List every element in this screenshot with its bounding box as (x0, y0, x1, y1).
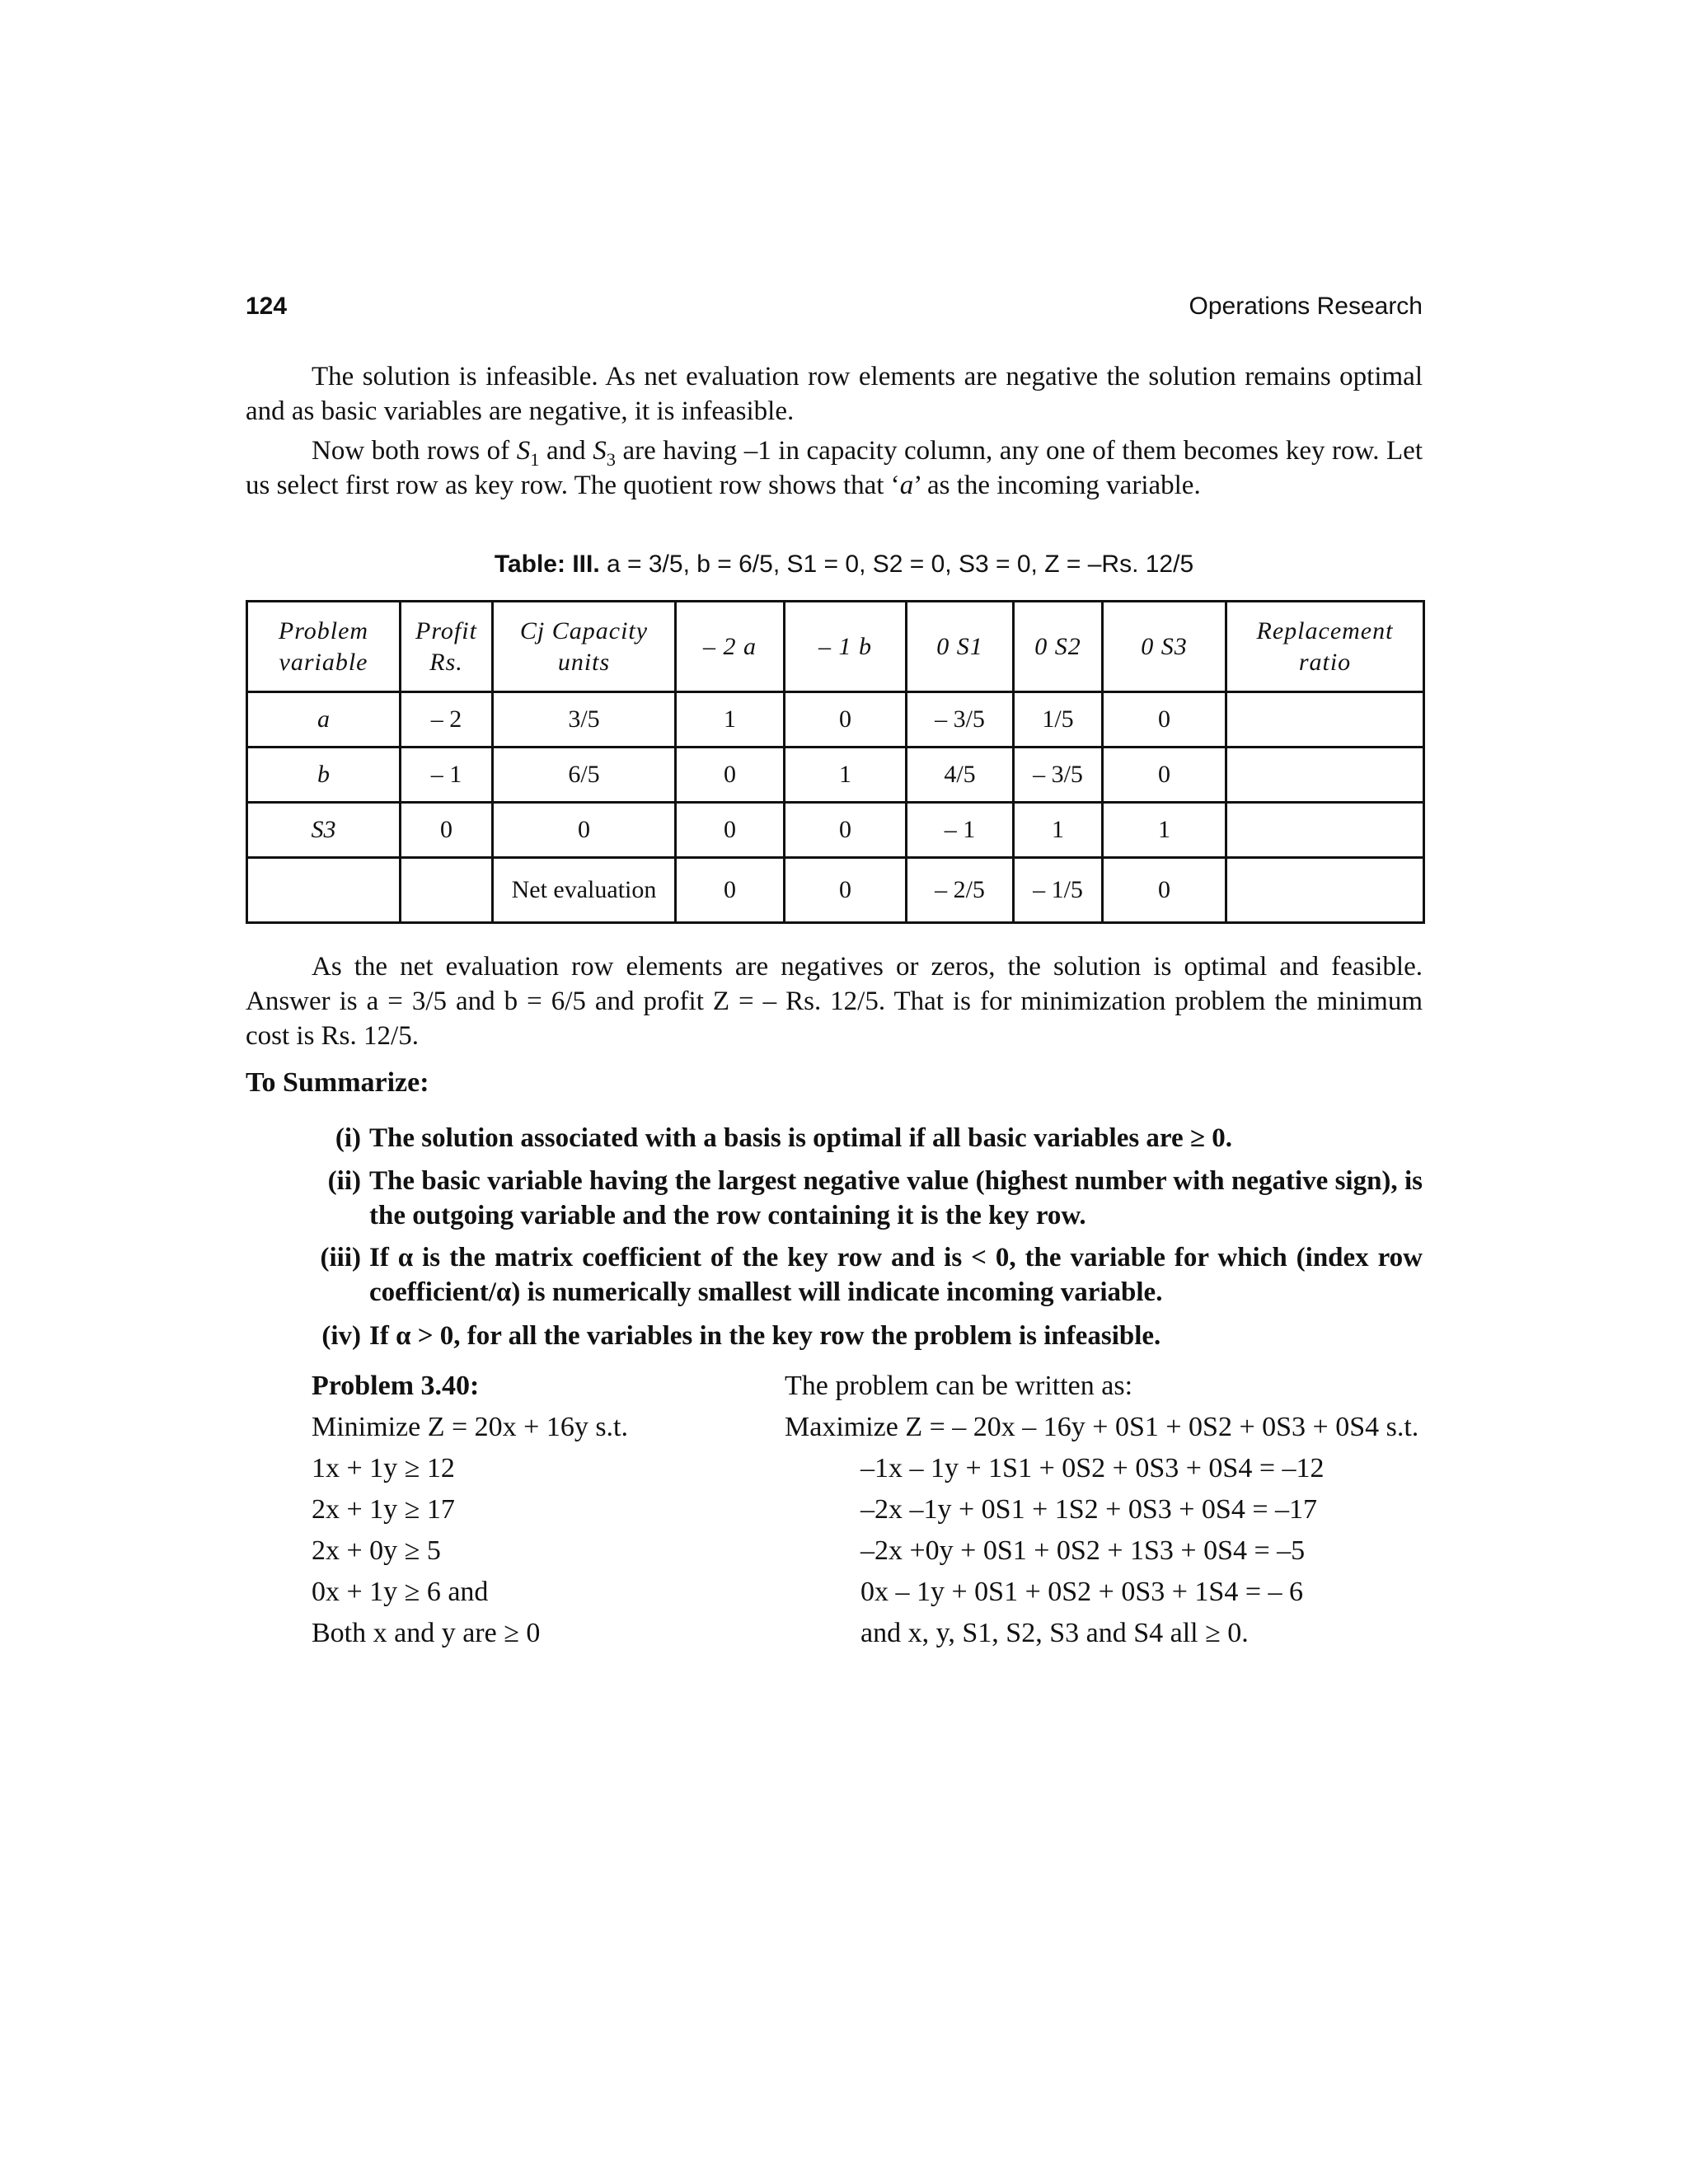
table-header-cell: 0 S1 (907, 602, 1014, 692)
table-caption: Table: III. a = 3/5, b = 6/5, S1 = 0, S2 = 0, S3 = 0, Z = –Rs. 12/5 (494, 551, 1194, 578)
conclusion-paragraph: As the net evaluation row elements are negatives or zeros, the solution is optimal and feasible. Answer is a = 3/5 and b = 6/5 and profit Z = – Rs. 12/5. That is for minimization problem the minimum cost is Rs. 12/5. (246, 952, 1423, 1051)
problem-line: 1x + 1y ≥ 12 (312, 1453, 455, 1483)
table-cell: 0 (1103, 692, 1226, 748)
summary-item (295, 1121, 1423, 1155)
table-header-cell: Replacement ratio (1226, 602, 1424, 692)
table-cell (1226, 748, 1424, 803)
table-header-cell: 0 S3 (1103, 602, 1226, 692)
table-row (247, 803, 1424, 858)
table-header-cell: – 2 a (676, 602, 785, 692)
table-row (247, 692, 1424, 748)
table-header-cell: 0 S2 (1014, 602, 1103, 692)
summary-item (295, 1319, 1423, 1353)
table-cell: 6/5 (493, 748, 676, 803)
simplex-table (246, 600, 1425, 924)
summary-item-number: (iv) (321, 1321, 361, 1351)
table-header-cell: Problem variable (247, 602, 401, 692)
rewritten-intro: The problem can be written as: (785, 1371, 1133, 1401)
table-cell: 0 (785, 803, 907, 858)
table-header-row (247, 602, 1424, 692)
table-cell: – 2/5 (907, 858, 1014, 923)
table-cell: 0 (1103, 748, 1226, 803)
problem-line: Minimize Z = 20x + 16y s.t. (312, 1412, 628, 1442)
rewritten-line: Maximize Z = – 20x – 16y + 0S1 + 0S2 + 0S3 + 0S4 s.t. (785, 1412, 1419, 1442)
table-cell (247, 858, 401, 923)
table-cell: – 1 (401, 748, 493, 803)
table-cell: 0 (676, 803, 785, 858)
summary-item-text: If α is the matrix coefficient of the key row and is < 0, the variable for which (index row coefficient/α) is numerically smallest will indicate incoming variable. (369, 1243, 1423, 1307)
table-cell: – 1/5 (1014, 858, 1103, 923)
table-cell: 0 (676, 858, 785, 923)
page-number: 124 (246, 293, 288, 320)
rewritten-line: –2x +0y + 0S1 + 0S2 + 1S3 + 0S4 = –5 (860, 1535, 1306, 1566)
summary-item-number: (i) (335, 1123, 361, 1153)
problem-line: 2x + 0y ≥ 5 (312, 1535, 441, 1566)
summary-item (295, 1240, 1423, 1310)
summary-item-number: (ii) (327, 1166, 361, 1196)
table-cell: – 3/5 (907, 692, 1014, 748)
table-cell: 0 (676, 748, 785, 803)
problem-line: 0x + 1y ≥ 6 and (312, 1577, 489, 1607)
summary-title: To Summarize: (246, 1067, 429, 1098)
table-cell: 1/5 (1014, 692, 1103, 748)
rewritten-line: –1x – 1y + 1S1 + 0S2 + 0S3 + 0S4 = –12 (860, 1453, 1325, 1483)
paragraph-infeasible: The solution is infeasible. As net evaluation row elements are negative the solution remains optimal and as basic variables are negative, it is infeasible. (246, 362, 1423, 426)
table-cell: 0 (785, 858, 907, 923)
problem-statement (312, 1366, 628, 1654)
table-cell: Net evaluation (493, 858, 676, 923)
table-cell: 1 (1103, 803, 1226, 858)
intro-paragraphs (246, 359, 1423, 503)
table-header-cell: Cj Capacity units (493, 602, 676, 692)
table-row (247, 858, 1424, 923)
summary-item (295, 1164, 1423, 1233)
rewritten-line: and x, y, S1, S2, S3 and S4 all ≥ 0. (860, 1618, 1249, 1648)
table-cell: S3 (247, 803, 401, 858)
rewritten-line: 0x – 1y + 0S1 + 0S2 + 0S3 + 1S4 = – 6 (860, 1577, 1304, 1607)
summary-item-text: If α > 0, for all the variables in the key row the problem is infeasible. (369, 1321, 1161, 1351)
problem-title: Problem 3.40: (312, 1371, 480, 1401)
table-cell: b (247, 748, 401, 803)
summary-item-number: (iii) (320, 1243, 361, 1272)
table-cell: 0 (1103, 858, 1226, 923)
table-cell: 1 (676, 692, 785, 748)
table-cell: 0 (401, 803, 493, 858)
table-cell: – 3/5 (1014, 748, 1103, 803)
problem-line: Both x and y are ≥ 0 (312, 1618, 541, 1648)
summary-item-text: The solution associated with a basis is optimal if all basic variables are ≥ 0. (369, 1123, 1232, 1153)
running-title: Operations Research (1189, 293, 1423, 320)
table-cell: 4/5 (907, 748, 1014, 803)
table-cell: – 2 (401, 692, 493, 748)
rewritten-line: –2x –1y + 0S1 + 1S2 + 0S3 + 0S4 = –17 (860, 1494, 1318, 1525)
table-header-cell: – 1 b (785, 602, 907, 692)
problem-line: 2x + 1y ≥ 17 (312, 1494, 455, 1525)
table-cell (1226, 858, 1424, 923)
table-cell (1226, 803, 1424, 858)
table-cell: 3/5 (493, 692, 676, 748)
table-cell: a (247, 692, 401, 748)
summary-item-text: The basic variable having the largest negative value (highest number with negative sign), is the outgoing variable and the row containing it is the key row. (369, 1166, 1423, 1230)
table-cell: 0 (493, 803, 676, 858)
table-cell: – 1 (907, 803, 1014, 858)
table-cell: 1 (785, 748, 907, 803)
rewritten-problem (785, 1366, 1418, 1654)
table-cell (1226, 692, 1424, 748)
paragraph-key-row: Now both rows of $S_1$ and $S_3$ are having –1 in capacity column, any one of them becomes key row. Let us select first row as key row. The quotient row shows that ‘a’ as the incoming variable. (246, 436, 1423, 500)
table-cell: 0 (785, 692, 907, 748)
table-header-cell: Profit Rs. (401, 602, 493, 692)
table-cell (401, 858, 493, 923)
table-row (247, 748, 1424, 803)
table-cell: 1 (1014, 803, 1103, 858)
